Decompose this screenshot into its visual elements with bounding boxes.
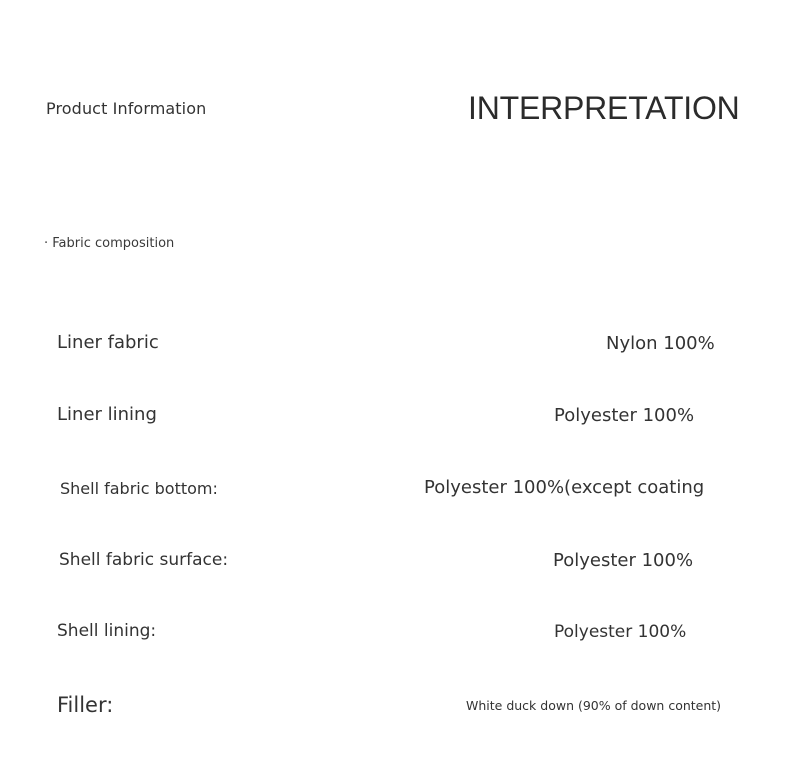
- composition-value-liner-lining: Polyester 100%: [554, 405, 695, 426]
- composition-value-shell-fabric-surface: Polyester 100%: [553, 550, 694, 571]
- composition-label-filler: Filler:: [57, 693, 114, 717]
- composition-value-liner-fabric: Nylon 100%: [606, 333, 715, 354]
- composition-label-shell-fabric-bottom: Shell fabric bottom:: [60, 479, 218, 498]
- composition-label-shell-fabric-surface: Shell fabric surface:: [59, 550, 229, 570]
- composition-label-liner-lining: Liner lining: [57, 404, 157, 425]
- product-info-label: Product Information: [46, 99, 207, 118]
- composition-value-shell-lining: Polyester 100%: [554, 622, 687, 642]
- page-title: INTERPRETATION: [468, 90, 740, 126]
- composition-value-filler: White duck down (90% of down content): [466, 698, 722, 713]
- composition-value-shell-fabric-bottom: Polyester 100%(except coating: [424, 477, 705, 498]
- composition-label-liner-fabric: Liner fabric: [57, 332, 159, 353]
- section-title-fabric-composition: · Fabric composition: [44, 236, 175, 251]
- composition-label-shell-lining: Shell lining:: [57, 621, 157, 641]
